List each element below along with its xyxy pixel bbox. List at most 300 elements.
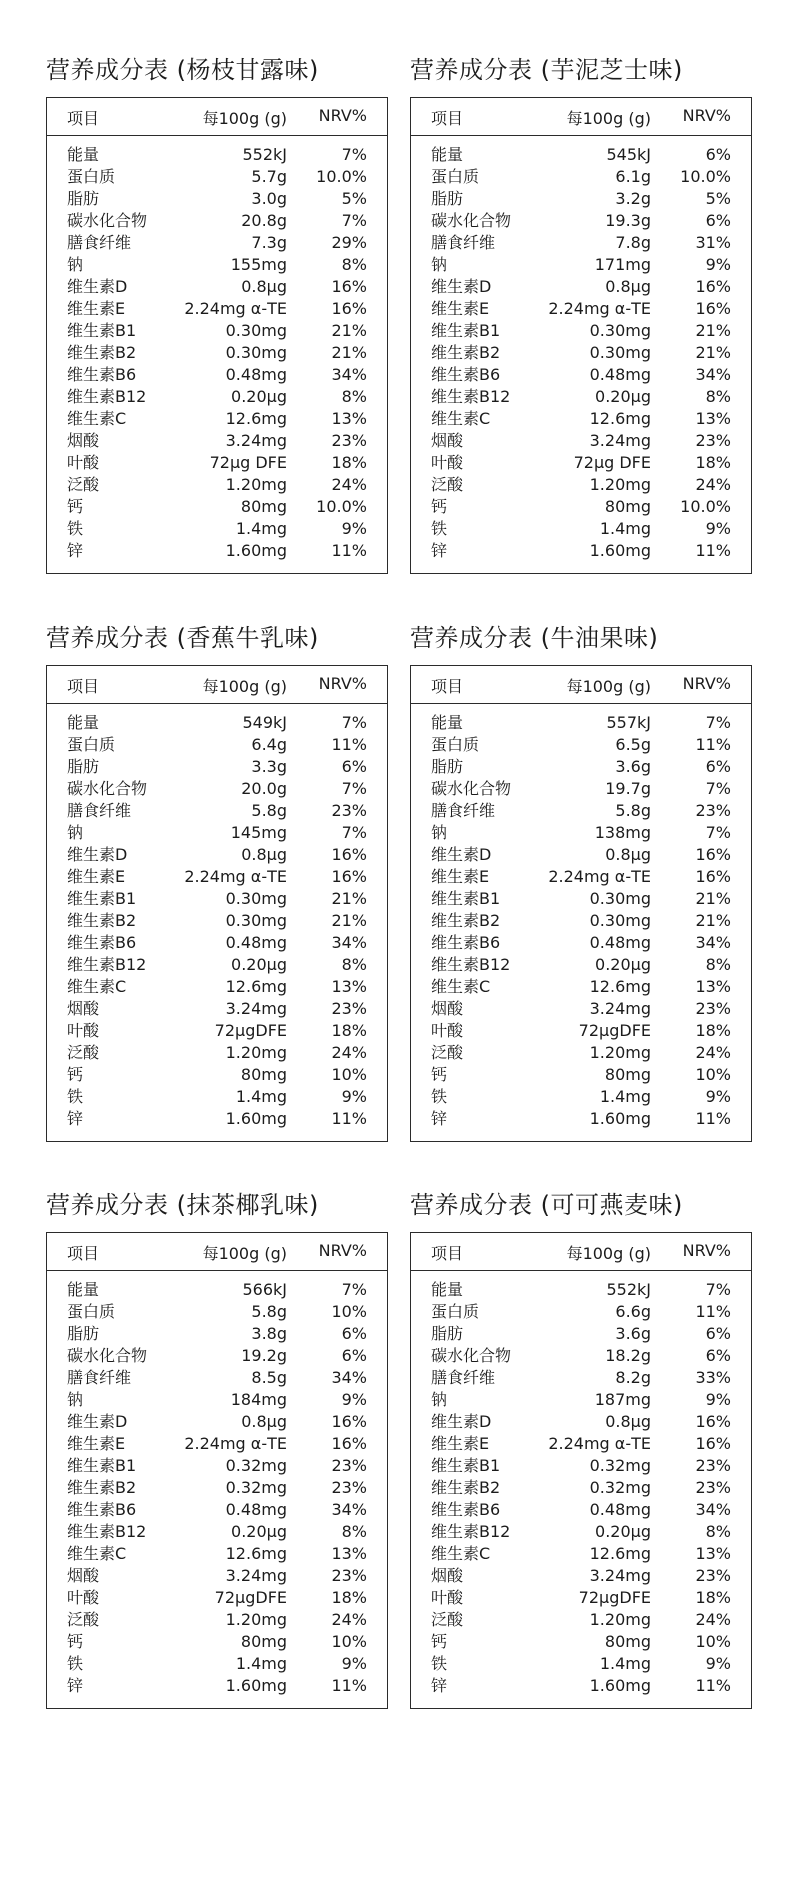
table-row	[47, 1609, 387, 1631]
table-row	[47, 1587, 387, 1609]
table-row	[47, 1477, 387, 1499]
header-per-100g: 每100g (g)	[202, 677, 287, 696]
table-row	[411, 1455, 751, 1477]
nutrient-amount: 19.2g	[241, 1346, 287, 1365]
nutrient-name: 脂肪	[431, 189, 464, 208]
nutrient-amount: 12.6mg	[225, 409, 287, 428]
table-row	[47, 998, 387, 1020]
nutrient-amount: 0.8μg	[241, 1412, 287, 1431]
header-per-100g: 每100g (g)	[202, 1244, 287, 1263]
nutrient-nrv: 23%	[695, 999, 731, 1018]
nutrient-name: 维生素E	[431, 1434, 490, 1453]
nutrient-amount: 72μgDFE	[214, 1588, 287, 1607]
table-row	[47, 712, 387, 734]
table-body	[411, 712, 751, 1130]
nutrient-name: 铁	[431, 1654, 448, 1673]
nutrient-name: 泛酸	[431, 1043, 464, 1062]
nutrient-nrv: 21%	[695, 889, 731, 908]
table-row	[47, 1367, 387, 1389]
table-row	[47, 518, 387, 540]
header-item: 项目	[431, 677, 464, 696]
nutrient-nrv: 24%	[331, 1043, 367, 1062]
table-row	[411, 778, 751, 800]
nutrient-name: 钙	[67, 1065, 84, 1084]
nutrient-name: 维生素B12	[67, 387, 147, 406]
nutrient-nrv: 13%	[331, 1544, 367, 1563]
table-row	[411, 1411, 751, 1433]
nutrient-nrv: 16%	[695, 299, 731, 318]
nutrient-name: 膳食纤维	[431, 1368, 496, 1387]
nutrient-nrv: 16%	[331, 845, 367, 864]
nutrient-name: 维生素E	[431, 867, 490, 886]
table-row	[47, 1675, 387, 1697]
nutrient-nrv: 18%	[331, 453, 367, 472]
table-row	[411, 1108, 751, 1130]
table-row	[411, 210, 751, 232]
table-row	[411, 298, 751, 320]
nutrient-nrv: 33%	[695, 1368, 731, 1387]
table-row	[411, 342, 751, 364]
nutrient-nrv: 23%	[331, 1456, 367, 1475]
nutrient-name: 泛酸	[67, 1610, 100, 1629]
nutrient-name: 泛酸	[431, 475, 464, 494]
nutrient-amount: 3.8g	[251, 1324, 287, 1343]
nutrient-amount: 80mg	[240, 1065, 287, 1084]
header-nrv: NRV%	[682, 1241, 731, 1260]
nutrient-name: 维生素B6	[431, 1500, 501, 1519]
nutrient-nrv: 18%	[695, 1588, 731, 1607]
panel-title: 营养成分表 (香蕉牛乳味)	[46, 624, 319, 652]
nutrient-amount: 1.20mg	[589, 1043, 651, 1062]
nutrient-nrv: 9%	[705, 519, 731, 538]
nutrient-nrv: 23%	[331, 1478, 367, 1497]
table-header	[47, 1233, 387, 1271]
nutrient-name: 烟酸	[67, 431, 100, 450]
nutrition-table	[46, 665, 388, 1142]
table-row	[411, 496, 751, 518]
nutrient-amount: 12.6mg	[225, 1544, 287, 1563]
nutrient-name: 钙	[67, 1632, 84, 1651]
nutrient-name: 维生素B6	[67, 1500, 137, 1519]
table-row	[47, 408, 387, 430]
table-row	[47, 954, 387, 976]
nutrient-nrv: 18%	[695, 1021, 731, 1040]
header-item: 项目	[67, 677, 100, 696]
nutrition-panel-6	[410, 1185, 752, 1695]
nutrient-name: 能量	[431, 713, 464, 732]
nutrient-amount: 5.8g	[615, 801, 651, 820]
nutrient-name: 膳食纤维	[431, 233, 496, 252]
nutrient-nrv: 10%	[695, 1632, 731, 1651]
nutrient-amount: 19.3g	[605, 211, 651, 230]
nutrient-name: 锌	[431, 1676, 448, 1695]
table-row	[47, 452, 387, 474]
table-row	[411, 976, 751, 998]
table-row	[411, 1279, 751, 1301]
nutrient-nrv: 9%	[341, 519, 367, 538]
nutrient-nrv: 34%	[331, 933, 367, 952]
nutrient-amount: 549kJ	[242, 713, 287, 732]
table-row	[47, 1631, 387, 1653]
nutrient-nrv: 6%	[341, 757, 367, 776]
nutrient-name: 维生素B1	[67, 321, 137, 340]
nutrient-amount: 0.32mg	[225, 1478, 287, 1497]
table-row	[47, 844, 387, 866]
table-row	[47, 1411, 387, 1433]
header-item: 项目	[431, 1244, 464, 1263]
nutrient-nrv: 23%	[331, 1566, 367, 1585]
nutrient-nrv: 10%	[331, 1632, 367, 1651]
nutrient-amount: 566kJ	[242, 1280, 287, 1299]
table-row	[411, 452, 751, 474]
nutrient-nrv: 23%	[331, 999, 367, 1018]
nutrient-amount: 552kJ	[242, 145, 287, 164]
table-body	[47, 712, 387, 1130]
nutrient-nrv: 31%	[695, 233, 731, 252]
nutrient-amount: 0.30mg	[589, 343, 651, 362]
nutrient-name: 脂肪	[431, 757, 464, 776]
nutrient-name: 铁	[67, 1087, 84, 1106]
table-header	[411, 98, 751, 136]
table-row	[47, 1301, 387, 1323]
nutrient-amount: 0.8μg	[241, 277, 287, 296]
nutrient-amount: 0.48mg	[589, 933, 651, 952]
table-row	[47, 430, 387, 452]
table-row	[47, 540, 387, 562]
table-body	[411, 144, 751, 562]
nutrient-nrv: 11%	[695, 1676, 731, 1695]
nutrient-amount: 1.4mg	[235, 1087, 287, 1106]
table-header	[411, 1233, 751, 1271]
nutrient-name: 烟酸	[431, 431, 464, 450]
table-row	[47, 496, 387, 518]
nutrient-nrv: 9%	[705, 1654, 731, 1673]
nutrient-amount: 3.3g	[251, 757, 287, 776]
nutrient-name: 维生素C	[431, 409, 491, 428]
table-row	[411, 1042, 751, 1064]
nutrient-nrv: 5%	[705, 189, 731, 208]
nutrient-name: 烟酸	[431, 999, 464, 1018]
table-row	[411, 1565, 751, 1587]
nutrient-name: 碳水化合物	[67, 1346, 148, 1365]
nutrient-amount: 6.4g	[251, 735, 287, 754]
table-row	[47, 1521, 387, 1543]
nutrient-name: 烟酸	[431, 1566, 464, 1585]
header-nrv: NRV%	[318, 1241, 367, 1260]
table-row	[411, 144, 751, 166]
table-row	[411, 276, 751, 298]
table-row	[47, 822, 387, 844]
nutrient-name: 维生素C	[431, 1544, 491, 1563]
table-row	[411, 364, 751, 386]
nutrient-nrv: 7%	[341, 145, 367, 164]
nutrient-nrv: 24%	[331, 475, 367, 494]
nutrition-panel-5	[46, 1185, 388, 1695]
panel-title: 营养成分表 (牛油果味)	[410, 624, 659, 652]
nutrient-name: 钙	[431, 1632, 448, 1651]
nutrition-panel-4	[410, 618, 752, 1128]
panel-title: 营养成分表 (芋泥芝士味)	[410, 56, 683, 84]
nutrient-nrv: 18%	[331, 1021, 367, 1040]
nutrient-amount: 12.6mg	[589, 409, 651, 428]
nutrient-name: 维生素D	[431, 277, 492, 296]
table-row	[411, 1301, 751, 1323]
nutrient-amount: 1.60mg	[225, 541, 287, 560]
table-row	[411, 430, 751, 452]
nutrient-nrv: 6%	[705, 1346, 731, 1365]
nutrient-amount: 3.24mg	[225, 1566, 287, 1585]
table-row	[411, 1675, 751, 1697]
nutrient-amount: 187mg	[594, 1390, 651, 1409]
nutrient-amount: 8.2g	[615, 1368, 651, 1387]
nutrient-nrv: 9%	[341, 1654, 367, 1673]
nutrient-name: 维生素B2	[431, 911, 501, 930]
nutrient-nrv: 21%	[695, 343, 731, 362]
nutrient-amount: 12.6mg	[589, 977, 651, 996]
nutrient-name: 膳食纤维	[431, 801, 496, 820]
nutrient-amount: 3.24mg	[589, 431, 651, 450]
table-row	[411, 822, 751, 844]
header-per-100g: 每100g (g)	[566, 677, 651, 696]
nutrient-name: 维生素E	[67, 867, 126, 886]
nutrient-amount: 20.0g	[241, 779, 287, 798]
nutrient-amount: 2.24mg α-TE	[184, 299, 287, 318]
nutrient-nrv: 11%	[695, 735, 731, 754]
nutrient-amount: 5.8g	[251, 1302, 287, 1321]
nutrient-nrv: 11%	[331, 735, 367, 754]
nutrient-nrv: 16%	[331, 867, 367, 886]
nutrient-name: 碳水化合物	[67, 779, 148, 798]
nutrient-name: 烟酸	[67, 1566, 100, 1585]
nutrient-nrv: 7%	[705, 779, 731, 798]
nutrient-amount: 72μg DFE	[573, 453, 651, 472]
nutrient-amount: 138mg	[594, 823, 651, 842]
table-row	[411, 712, 751, 734]
nutrient-nrv: 21%	[331, 343, 367, 362]
nutrient-name: 泛酸	[431, 1610, 464, 1629]
nutrient-nrv: 21%	[331, 321, 367, 340]
nutrient-amount: 1.20mg	[589, 1610, 651, 1629]
nutrient-amount: 80mg	[604, 1632, 651, 1651]
table-row	[47, 232, 387, 254]
nutrient-nrv: 11%	[331, 1109, 367, 1128]
nutrient-name: 维生素E	[431, 299, 490, 318]
nutrient-amount: 2.24mg α-TE	[184, 867, 287, 886]
nutrient-amount: 155mg	[230, 255, 287, 274]
table-row	[47, 1020, 387, 1042]
table-row	[411, 888, 751, 910]
nutrient-nrv: 6%	[341, 1346, 367, 1365]
nutrient-nrv: 34%	[695, 933, 731, 952]
nutrient-name: 维生素B1	[431, 889, 501, 908]
nutrition-panel-3	[46, 618, 388, 1128]
nutrient-nrv: 23%	[695, 801, 731, 820]
nutrient-name: 泛酸	[67, 1043, 100, 1062]
nutrient-nrv: 8%	[341, 255, 367, 274]
nutrient-amount: 0.32mg	[225, 1456, 287, 1475]
nutrient-name: 烟酸	[67, 999, 100, 1018]
nutrient-nrv: 18%	[331, 1588, 367, 1607]
nutrient-amount: 0.20μg	[231, 387, 287, 406]
table-row	[411, 1587, 751, 1609]
nutrient-nrv: 16%	[331, 1412, 367, 1431]
nutrient-amount: 0.8μg	[605, 845, 651, 864]
nutrient-nrv: 8%	[341, 1522, 367, 1541]
nutrient-amount: 0.20μg	[595, 1522, 651, 1541]
nutrient-name: 维生素D	[67, 277, 128, 296]
header-item: 项目	[67, 109, 100, 128]
nutrient-amount: 0.30mg	[589, 911, 651, 930]
nutrient-nrv: 16%	[331, 1434, 367, 1453]
nutrient-nrv: 7%	[341, 211, 367, 230]
nutrient-amount: 545kJ	[606, 145, 651, 164]
table-body	[47, 1279, 387, 1697]
nutrient-nrv: 6%	[705, 211, 731, 230]
nutrient-nrv: 21%	[695, 911, 731, 930]
nutrient-amount: 1.4mg	[599, 1087, 651, 1106]
table-row	[47, 1389, 387, 1411]
nutrient-name: 维生素B12	[431, 955, 511, 974]
nutrient-amount: 0.20μg	[231, 955, 287, 974]
nutrient-name: 铁	[431, 519, 448, 538]
nutrient-nrv: 7%	[341, 779, 367, 798]
nutrient-amount: 0.20μg	[231, 1522, 287, 1541]
table-row	[47, 976, 387, 998]
table-row	[411, 910, 751, 932]
nutrient-amount: 0.32mg	[589, 1478, 651, 1497]
nutrient-name: 维生素B2	[431, 343, 501, 362]
nutrient-name: 能量	[431, 1280, 464, 1299]
nutrient-name: 维生素B2	[67, 911, 137, 930]
nutrient-name: 钙	[67, 497, 84, 516]
nutrient-name: 维生素B12	[67, 955, 147, 974]
table-row	[47, 756, 387, 778]
nutrient-nrv: 9%	[341, 1087, 367, 1106]
nutrient-nrv: 24%	[695, 1610, 731, 1629]
nutrition-panel-2	[410, 50, 752, 560]
nutrient-name: 能量	[67, 713, 100, 732]
table-row	[411, 540, 751, 562]
nutrient-nrv: 7%	[341, 1280, 367, 1299]
table-row	[47, 1279, 387, 1301]
table-row	[47, 320, 387, 342]
nutrient-name: 维生素C	[67, 1544, 127, 1563]
nutrient-nrv: 9%	[705, 1087, 731, 1106]
nutrient-amount: 0.48mg	[589, 1500, 651, 1519]
table-row	[411, 232, 751, 254]
nutrition-table	[410, 665, 752, 1142]
table-row	[47, 474, 387, 496]
table-header	[47, 98, 387, 136]
nutrient-amount: 1.20mg	[589, 475, 651, 494]
nutrient-amount: 3.2g	[615, 189, 651, 208]
nutrient-amount: 0.48mg	[225, 933, 287, 952]
nutrient-nrv: 6%	[705, 1324, 731, 1343]
table-row	[411, 386, 751, 408]
panel-title: 营养成分表 (杨枝甘露味)	[46, 56, 319, 84]
nutrient-amount: 0.30mg	[225, 889, 287, 908]
nutrient-name: 叶酸	[431, 453, 464, 472]
nutrient-amount: 20.8g	[241, 211, 287, 230]
nutrient-amount: 2.24mg α-TE	[548, 867, 651, 886]
nutrient-name: 钠	[431, 255, 448, 274]
table-row	[47, 210, 387, 232]
nutrient-name: 叶酸	[431, 1021, 464, 1040]
table-row	[411, 954, 751, 976]
table-row	[411, 800, 751, 822]
nutrient-amount: 2.24mg α-TE	[184, 1434, 287, 1453]
nutrient-nrv: 29%	[331, 233, 367, 252]
nutrient-name: 蛋白质	[67, 167, 116, 186]
nutrient-name: 维生素B1	[67, 889, 137, 908]
table-row	[411, 1609, 751, 1631]
table-row	[47, 166, 387, 188]
nutrient-name: 钙	[431, 1065, 448, 1084]
table-row	[411, 1477, 751, 1499]
nutrient-name: 碳水化合物	[431, 211, 512, 230]
nutrient-nrv: 23%	[695, 431, 731, 450]
nutrient-amount: 3.24mg	[225, 999, 287, 1018]
nutrient-name: 叶酸	[431, 1588, 464, 1607]
table-row	[47, 1565, 387, 1587]
nutrient-nrv: 34%	[331, 365, 367, 384]
nutrient-amount: 0.30mg	[589, 321, 651, 340]
nutrient-amount: 0.30mg	[225, 343, 287, 362]
table-row	[47, 734, 387, 756]
table-row	[411, 1499, 751, 1521]
nutrient-amount: 72μgDFE	[578, 1021, 651, 1040]
nutrient-nrv: 10.0%	[316, 167, 367, 186]
nutrient-name: 叶酸	[67, 453, 100, 472]
nutrient-amount: 80mg	[240, 1632, 287, 1651]
nutrient-amount: 0.30mg	[225, 321, 287, 340]
nutrient-nrv: 6%	[341, 1324, 367, 1343]
nutrient-amount: 19.7g	[605, 779, 651, 798]
nutrient-amount: 0.20μg	[595, 387, 651, 406]
nutrient-name: 锌	[431, 541, 448, 560]
nutrient-nrv: 10%	[331, 1065, 367, 1084]
nutrient-nrv: 10%	[331, 1302, 367, 1321]
nutrient-nrv: 34%	[331, 1500, 367, 1519]
table-row	[411, 756, 751, 778]
nutrient-nrv: 34%	[695, 1500, 731, 1519]
table-row	[411, 932, 751, 954]
nutrient-amount: 3.24mg	[589, 999, 651, 1018]
table-row	[411, 166, 751, 188]
nutrient-amount: 145mg	[230, 823, 287, 842]
nutrient-nrv: 18%	[695, 453, 731, 472]
nutrient-nrv: 23%	[695, 1456, 731, 1475]
nutrient-nrv: 6%	[705, 757, 731, 776]
table-row	[411, 1653, 751, 1675]
nutrient-amount: 557kJ	[606, 713, 651, 732]
table-row	[47, 1064, 387, 1086]
nutrient-name: 维生素D	[67, 845, 128, 864]
nutrient-nrv: 8%	[341, 387, 367, 406]
nutrition-panel-1	[46, 50, 388, 560]
nutrient-nrv: 16%	[695, 845, 731, 864]
nutrient-amount: 0.32mg	[589, 1456, 651, 1475]
nutrient-name: 钠	[67, 1390, 84, 1409]
table-row	[411, 734, 751, 756]
table-row	[47, 910, 387, 932]
header-per-100g: 每100g (g)	[202, 109, 287, 128]
nutrient-nrv: 10%	[695, 1065, 731, 1084]
nutrient-name: 维生素E	[67, 1434, 126, 1453]
nutrient-name: 维生素C	[67, 409, 127, 428]
nutrient-name: 维生素D	[67, 1412, 128, 1431]
nutrient-nrv: 9%	[705, 255, 731, 274]
